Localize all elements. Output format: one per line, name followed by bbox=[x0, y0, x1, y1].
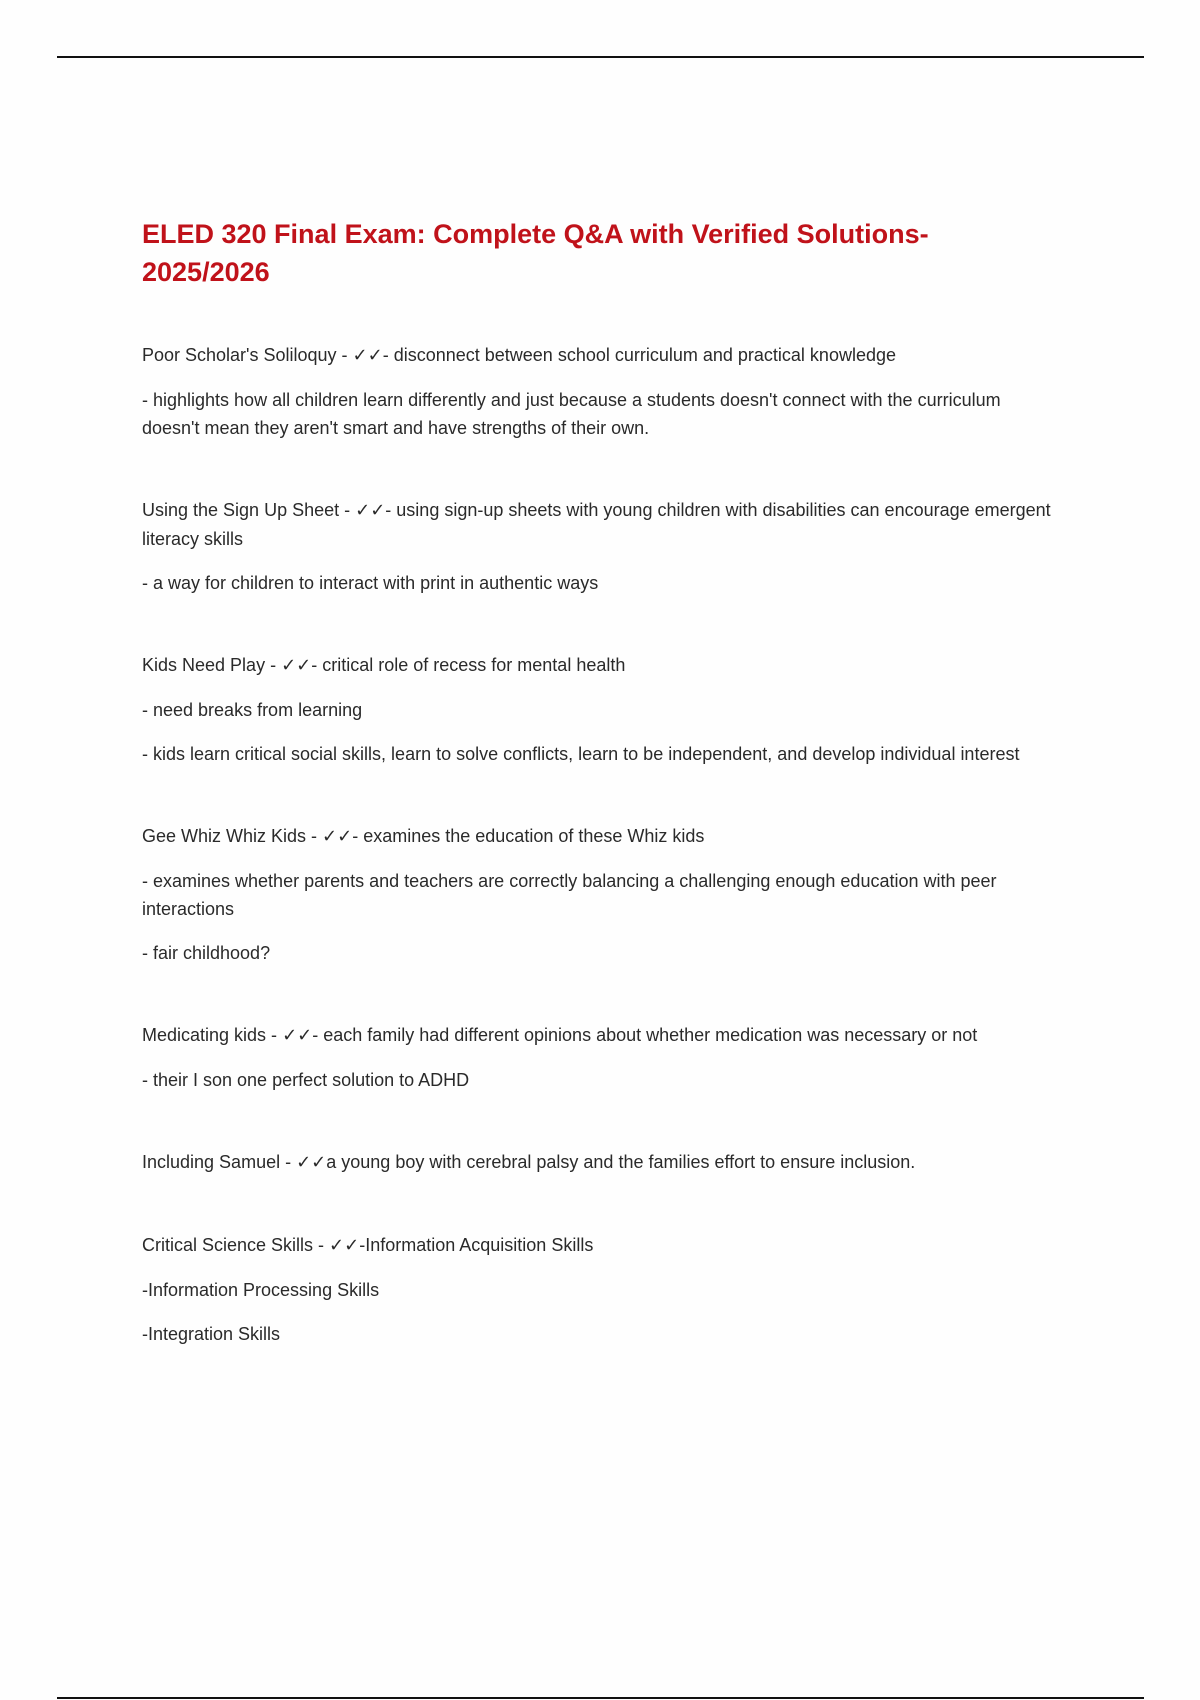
qa-term: Including Samuel - bbox=[142, 1152, 297, 1172]
qa-term: Critical Science Skills - bbox=[142, 1235, 330, 1255]
double-check-icon: ✓✓ bbox=[322, 826, 353, 847]
qa-question-line bbox=[142, 496, 1062, 553]
double-check-icon: ✓✓ bbox=[282, 1025, 313, 1046]
qa-answer: a young boy with cerebral palsy and the families effort to ensure inclusion. bbox=[326, 1152, 916, 1172]
qa-question-line bbox=[142, 341, 1062, 370]
qa-item bbox=[142, 1021, 1062, 1094]
qa-item bbox=[142, 651, 1062, 768]
qa-term: Gee Whiz Whiz Kids - bbox=[142, 826, 323, 846]
qa-list bbox=[142, 341, 1062, 1348]
qa-answer: - critical role of recess for mental health bbox=[311, 655, 626, 675]
qa-question-line bbox=[142, 1231, 1062, 1260]
bottom-rule bbox=[57, 1697, 1144, 1699]
qa-note: -Integration Skills bbox=[142, 1324, 281, 1344]
qa-item bbox=[142, 1148, 1062, 1177]
double-check-icon: ✓✓ bbox=[281, 655, 312, 676]
qa-note: - need breaks from learning bbox=[142, 700, 363, 720]
qa-answer: - disconnect between school curriculum and practical knowledge bbox=[382, 345, 896, 365]
qa-term: Poor Scholar's Soliloquy - bbox=[142, 345, 353, 365]
qa-question-line bbox=[142, 1021, 1062, 1050]
qa-item bbox=[142, 1231, 1062, 1348]
qa-term: Kids Need Play - bbox=[142, 655, 282, 675]
qa-note: - a way for children to interact with print in authentic ways bbox=[142, 573, 599, 593]
qa-answer: -Information Acquisition Skills bbox=[359, 1235, 594, 1255]
double-check-icon: ✓✓ bbox=[329, 1235, 360, 1256]
qa-note: -Information Processing Skills bbox=[142, 1280, 380, 1300]
double-check-icon: ✓✓ bbox=[352, 345, 383, 366]
qa-item bbox=[142, 496, 1062, 597]
double-check-icon: ✓✓ bbox=[355, 500, 386, 521]
qa-answer: - using sign-up sheets with young children with disabilities can encourage emergent literacy skills bbox=[142, 500, 1051, 549]
qa-item bbox=[142, 822, 1062, 967]
qa-term: Using the Sign Up Sheet - bbox=[142, 500, 356, 520]
qa-answer: - each family had different opinions about whether medication was necessary or not bbox=[312, 1025, 978, 1045]
qa-question-line bbox=[142, 1148, 1062, 1177]
qa-answer: - examines the education of these Whiz kids bbox=[352, 826, 705, 846]
qa-question-line bbox=[142, 822, 1062, 851]
top-rule bbox=[57, 56, 1144, 58]
qa-note: - highlights how all children learn differently and just because a students doesn't connect with the curriculum doesn't mean they aren't smart and have strengths of their own. bbox=[142, 390, 1001, 438]
qa-term: Medicating kids - bbox=[142, 1025, 283, 1045]
qa-note: - kids learn critical social skills, learn to solve conflicts, learn to be independent, and develop individual interest bbox=[142, 744, 1020, 764]
document-content bbox=[142, 215, 1062, 1402]
double-check-icon: ✓✓ bbox=[296, 1152, 327, 1173]
qa-note: - fair childhood? bbox=[142, 943, 271, 963]
qa-item bbox=[142, 341, 1062, 442]
qa-question-line bbox=[142, 651, 1062, 680]
qa-note: - examines whether parents and teachers are correctly balancing a challenging enough education with peer interactions bbox=[142, 871, 997, 919]
document-title: ELED 320 Final Exam: Complete Q&A with Verified Solutions-2025/2026 bbox=[142, 219, 929, 287]
qa-note: - their I son one perfect solution to ADHD bbox=[142, 1070, 470, 1090]
